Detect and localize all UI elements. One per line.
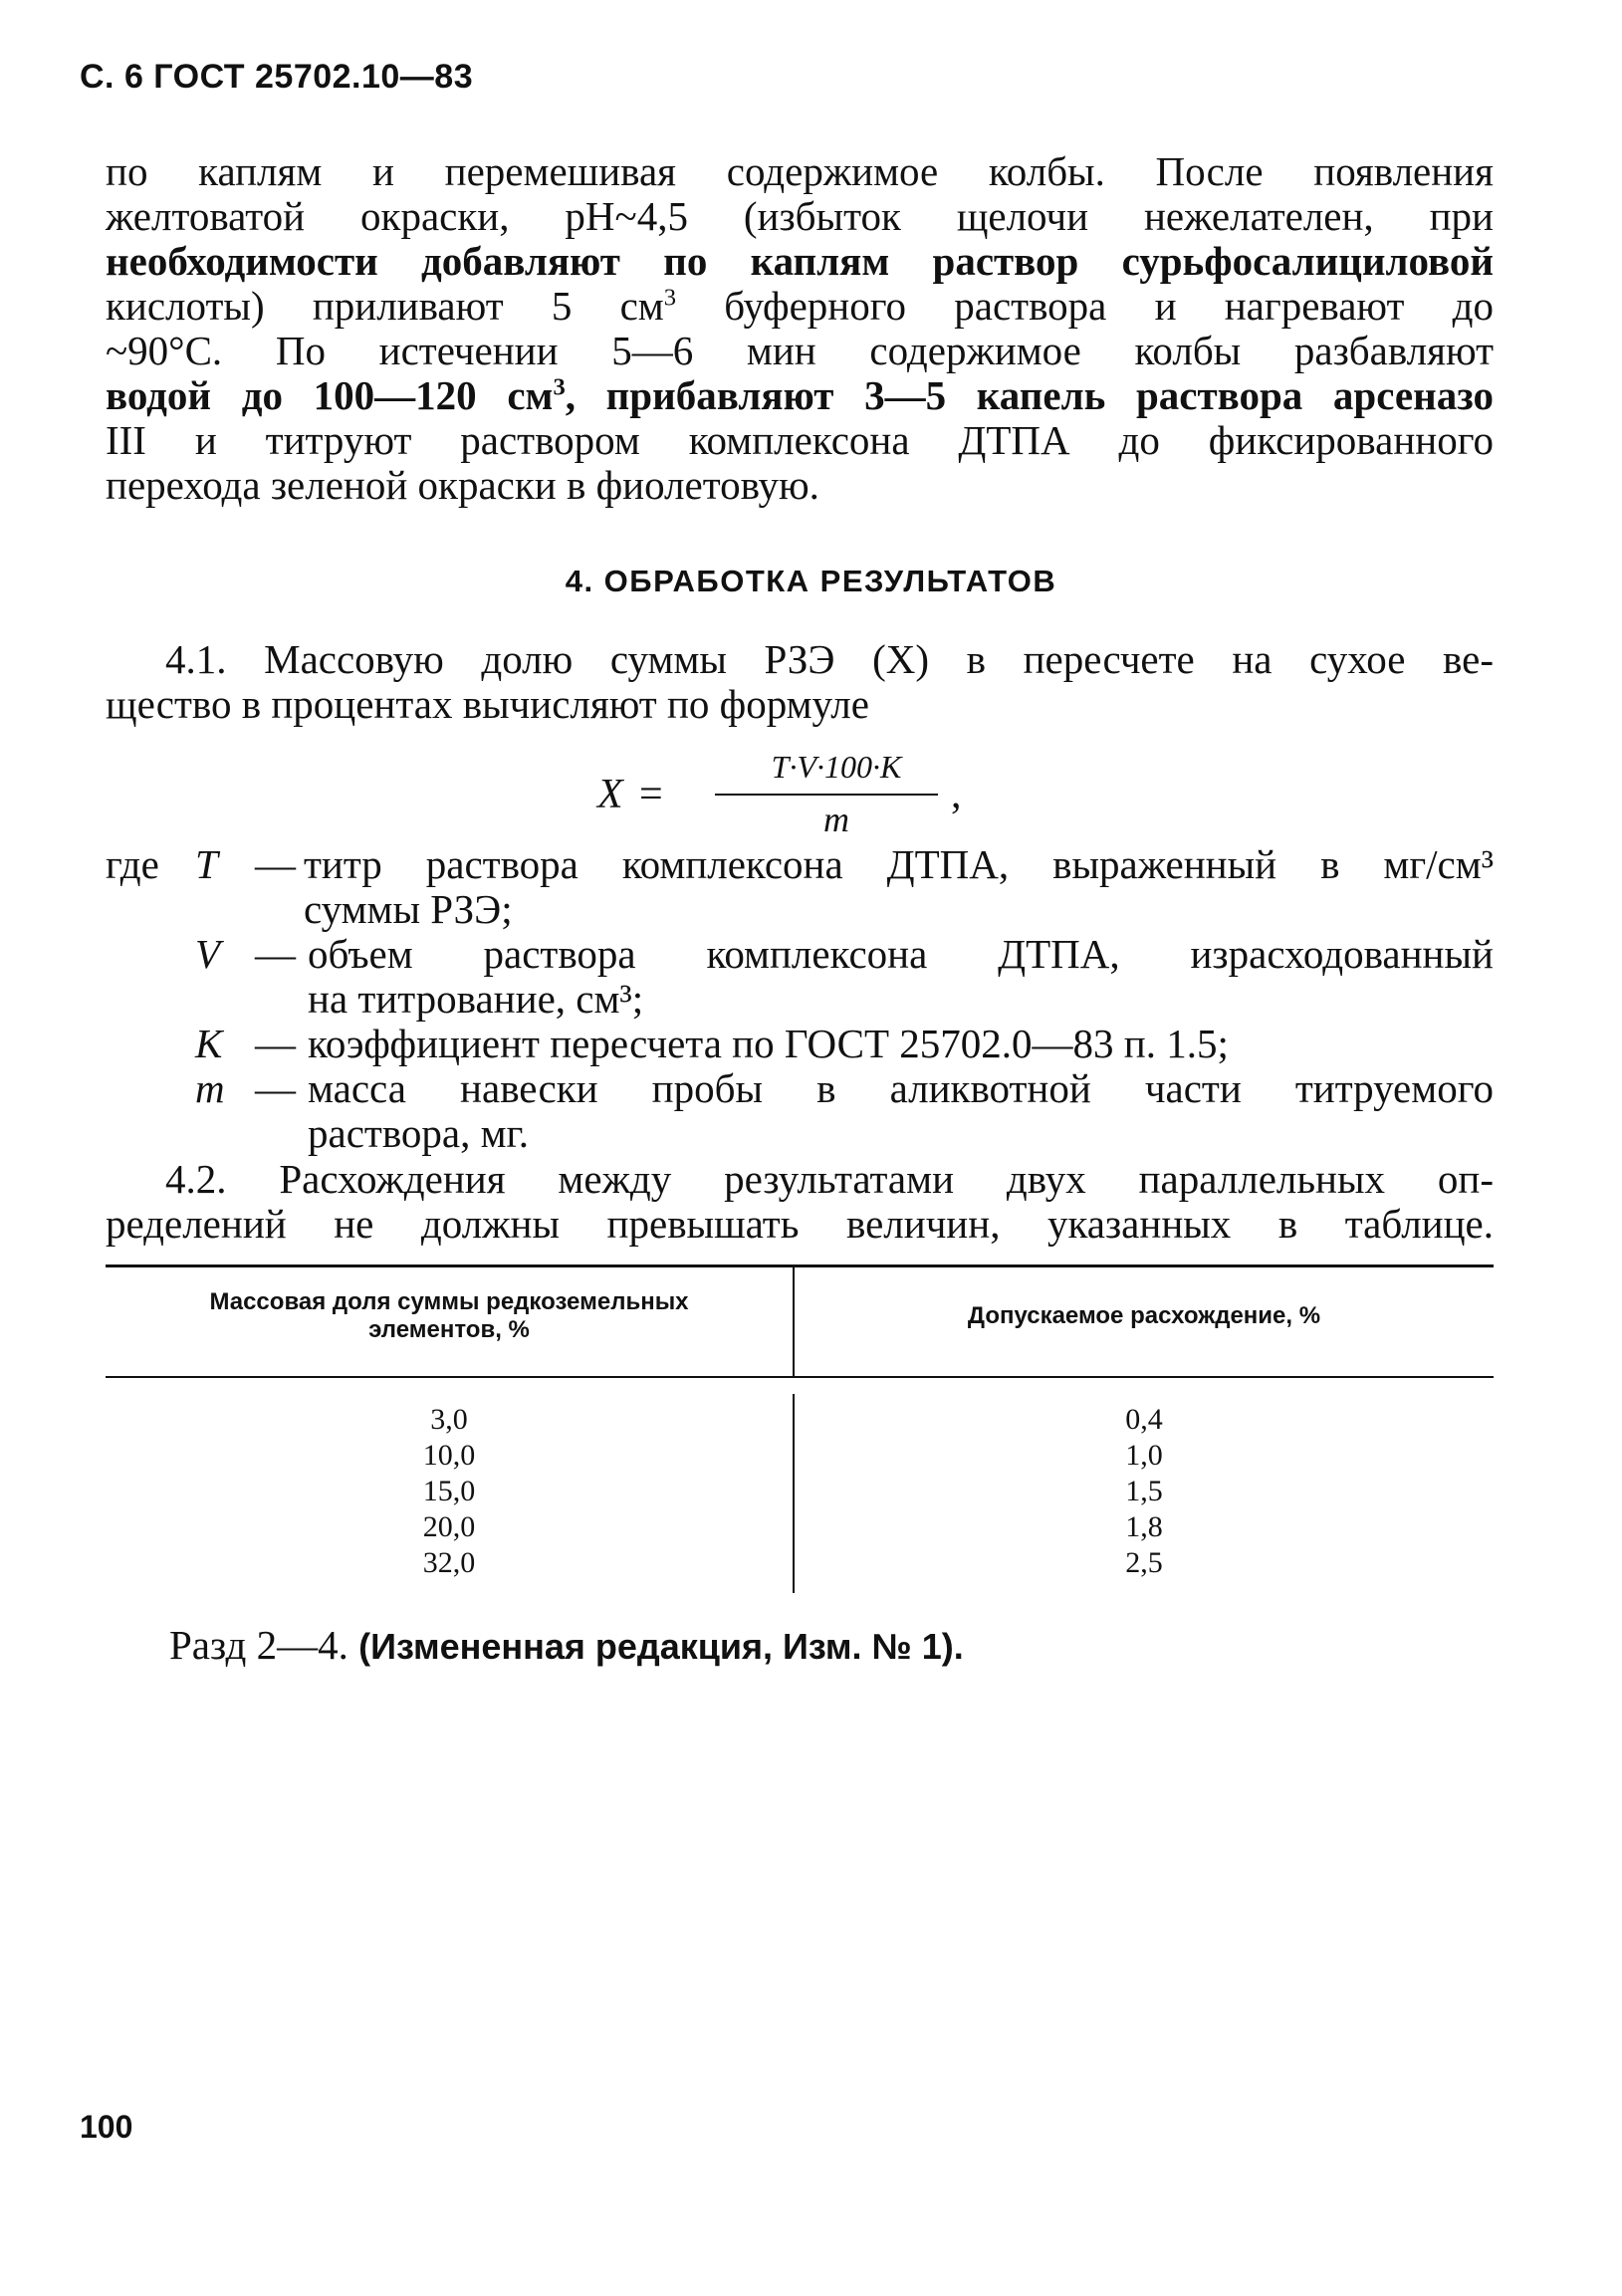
definition-symbol: V: [195, 931, 221, 977]
fraction-bar: [715, 794, 938, 796]
superscript: 3: [663, 284, 677, 312]
definition-dash: —: [255, 841, 296, 887]
text-line: перехода зеленой окраски в фиолетовую.: [106, 462, 819, 508]
text-line: коэффициент пересчета по ГОСТ 25702.0—83 п. 1.5;: [308, 1021, 1229, 1066]
page-number: 100: [80, 2109, 133, 2145]
definition-K: [106, 1022, 1494, 1066]
text-line: желтоватой окраски, pH~4,5 (избыток щелочи нежелателен, при: [106, 193, 1494, 239]
text-line: щество в процентах вычисляют по формуле: [106, 681, 869, 727]
text-line: необходимости добавляют по каплям раствор сурьфосалициловой: [106, 238, 1494, 284]
tolerance-table: [106, 1264, 1494, 1593]
definitions-list: [106, 842, 1494, 1156]
definition-dash: —: [255, 1021, 296, 1066]
table-cell: 1,0: [1125, 1439, 1163, 1472]
formula-numerator: T·V·100·K: [771, 749, 902, 785]
table-header-rule: [106, 1376, 1494, 1378]
definition-symbol: K: [195, 1021, 223, 1066]
text-line: III и титруют раствором комплексона ДТПА до фиксированного: [106, 417, 1494, 463]
definition-symbol: T: [195, 841, 218, 887]
text-line: [106, 284, 1494, 329]
table-header-mass-fraction: [106, 1288, 793, 1344]
table-header-tolerance: Допускаемое расхождение, %: [967, 1302, 1321, 1329]
tolerance-column: [795, 1402, 1494, 1581]
definition-V: [106, 932, 1494, 1022]
table-top-rule: [106, 1264, 1494, 1267]
text-line: по каплям и перемешивая содержимое колбы. После появления: [106, 148, 1494, 194]
formula-equals: =: [639, 772, 663, 817]
text-line: 4.1. Массовую долю суммы РЗЭ (X) в пересчете на сухое ве-: [165, 636, 1494, 682]
table-cell: 1,5: [1125, 1475, 1163, 1507]
header-line: элементов, %: [368, 1316, 530, 1343]
table-cell: 32,0: [422, 1546, 476, 1579]
section-heading: 4. ОБРАБОТКА РЕЗУЛЬТАТОВ: [565, 564, 1057, 598]
text-line: 4.2. Расхождения между результатами двух параллельных оп-: [165, 1156, 1494, 1202]
text-segment: , прибавляют 3—5 капель раствора арсеназо: [565, 372, 1494, 418]
formula: [597, 749, 976, 838]
text-segment: буферного раствора и нагревают до: [676, 283, 1494, 329]
text-segment: водой до 100—120 см: [106, 372, 554, 418]
table-cell: 1,8: [1125, 1510, 1163, 1543]
table-cell: 0,4: [1125, 1403, 1163, 1436]
amendment-note: [169, 1621, 964, 1669]
mass-fraction-column: [106, 1402, 793, 1581]
clause-4-1: [106, 637, 1494, 727]
text-line: масса навески пробы в аликвотной части титруемого: [308, 1065, 1494, 1111]
paragraph-continuation: [106, 149, 1494, 508]
table-cell: 15,0: [422, 1475, 476, 1507]
definition-dash: —: [255, 1065, 296, 1111]
text-line: суммы РЗЭ;: [304, 886, 513, 932]
page-header: С. 6 ГОСТ 25702.10—83: [80, 58, 474, 96]
clause-4-2: [106, 1157, 1494, 1247]
text-segment: кислоты) приливают 5 см: [106, 283, 664, 329]
table-cell: 3,0: [430, 1403, 468, 1436]
superscript: 3: [553, 373, 566, 401]
definition-text: [308, 1022, 1494, 1066]
text-line: ~90°С. По истечении 5—6 мин содержимое колбы разбавляют: [106, 328, 1494, 373]
text-line: объем раствора комплексона ДТПА, израсходованный: [308, 931, 1494, 977]
formula-comma: ,: [951, 772, 962, 817]
text-line: на титрование, см³;: [308, 976, 644, 1022]
text-line: раствора, мг.: [308, 1110, 529, 1156]
definition-text: [308, 1066, 1494, 1156]
amendment-prefix: Разд 2—4.: [169, 1622, 359, 1668]
formula-lhs: X: [597, 772, 623, 817]
formula-denominator: m: [823, 800, 849, 839]
definition-dash: —: [255, 931, 296, 977]
definition-text: [308, 932, 1494, 1022]
table-cell: 10,0: [422, 1439, 476, 1472]
amendment-bold: (Измененная редакция, Изм. № 1).: [358, 1626, 964, 1667]
definition-m: [106, 1066, 1494, 1156]
text-line: ределений не должны превышать величин, указанных в таблице.: [106, 1201, 1494, 1247]
definition-text: [304, 841, 1494, 932]
text-line: титр раствора комплексона ДТПА, выраженный в мг/см³: [304, 841, 1494, 887]
header-line: Массовая доля суммы редкоземельных: [209, 1288, 689, 1315]
table-cell: 2,5: [1125, 1546, 1163, 1579]
table-cell: 20,0: [422, 1510, 476, 1543]
where-word: где: [106, 841, 159, 887]
definition-T: [106, 842, 1494, 932]
text-line: [106, 373, 1494, 418]
definition-symbol: m: [195, 1065, 225, 1111]
